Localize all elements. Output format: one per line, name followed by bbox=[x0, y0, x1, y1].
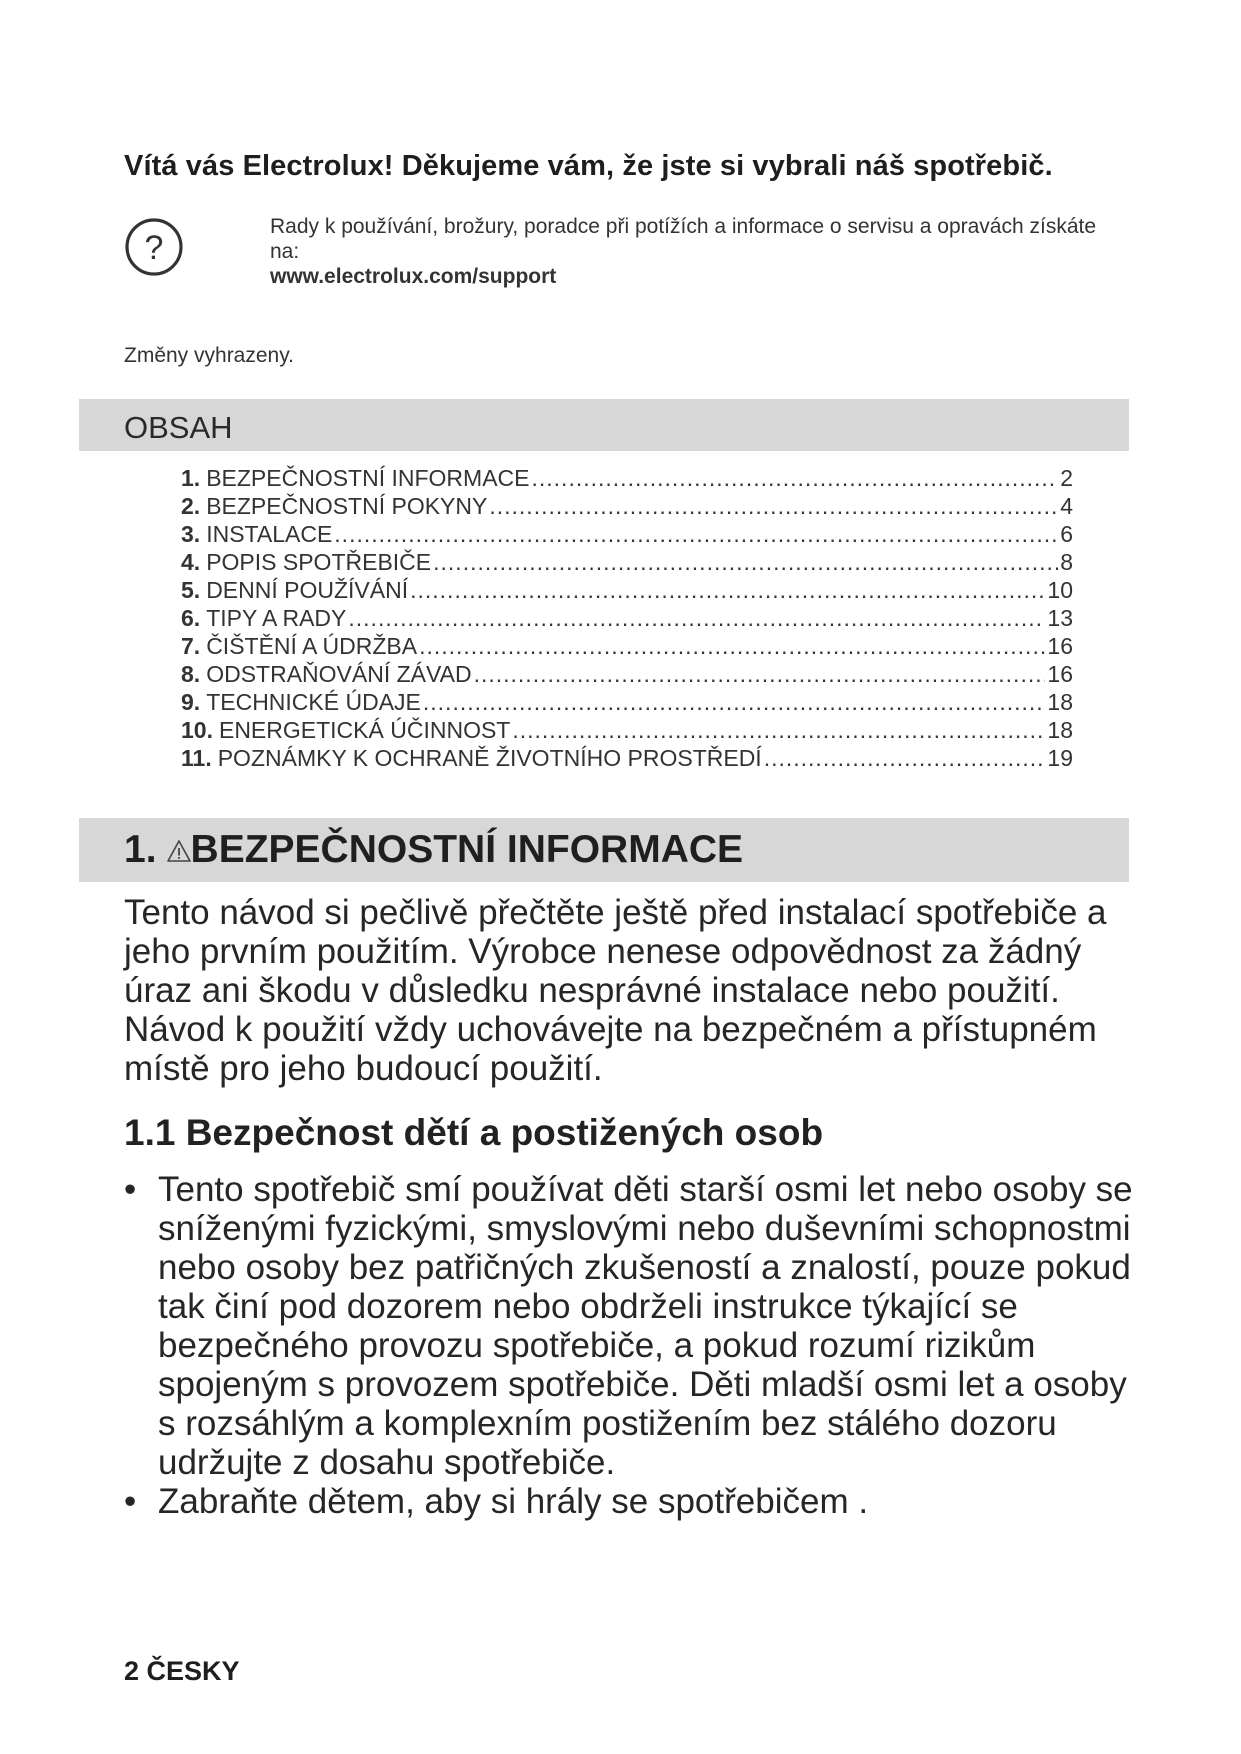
toc-item-page: 16 bbox=[1047, 633, 1073, 659]
toc-leader-dots bbox=[348, 604, 1045, 632]
list-item: • Zabraňte dětem, aby si hrály se spotřebičem . bbox=[124, 1482, 1134, 1521]
toc-item-number: 3. bbox=[181, 521, 201, 547]
toc-leader-dots bbox=[474, 660, 1046, 688]
toc-item-label: DENNÍ POUŽÍVÁNÍ bbox=[206, 577, 409, 603]
welcome-heading: Vítá vás Electrolux! Děkujeme vám, že jste si vybrali náš spotřebič. bbox=[124, 150, 1053, 182]
toc-item[interactable] bbox=[181, 604, 1073, 632]
toc-header-band bbox=[79, 399, 1129, 451]
toc-item[interactable] bbox=[181, 660, 1073, 688]
toc-item-number: 7. bbox=[181, 633, 201, 659]
toc-item[interactable] bbox=[181, 548, 1073, 576]
toc-item-page: 19 bbox=[1047, 745, 1073, 771]
toc-item-page: 2 bbox=[1060, 465, 1073, 491]
safety-bullet-list bbox=[124, 1170, 1134, 1521]
toc-item[interactable] bbox=[181, 576, 1073, 604]
toc-item-number: 10. bbox=[181, 717, 213, 743]
toc-item-page: 18 bbox=[1047, 689, 1073, 715]
toc-item[interactable] bbox=[181, 716, 1073, 744]
table-of-contents bbox=[181, 464, 1073, 772]
intro-paragraph: Tento návod si pečlivě přečtěte ještě před instalací spotřebiče a jeho prvním použitím. Výrobce nenese odpovědnost za žádný úraz ani škodu v důsledku nesprávné instalace nebo použití. Návod k použití vždy uchovávejte na bezpečném a přístupném místě pro jeho budoucí použití. bbox=[124, 893, 1107, 1088]
section-title-text: BEZPEČNOSTNÍ INFORMACE bbox=[190, 828, 744, 871]
toc-item-page: 18 bbox=[1047, 717, 1073, 743]
toc-item-page: 6 bbox=[1060, 521, 1073, 547]
warning-triangle-icon bbox=[167, 839, 191, 863]
toc-leader-dots bbox=[433, 548, 1058, 576]
support-description: Rady k používání, brožury, poradce při potížích a informace o servisu a opravách získáte na: bbox=[270, 215, 1097, 263]
support-info bbox=[270, 214, 1130, 289]
toc-item-number: 8. bbox=[181, 661, 201, 687]
toc-item[interactable] bbox=[181, 520, 1073, 548]
toc-item[interactable] bbox=[181, 632, 1073, 660]
toc-item-page: 16 bbox=[1047, 661, 1073, 687]
question-circle-icon bbox=[124, 217, 184, 277]
toc-leader-dots bbox=[423, 688, 1046, 716]
toc-item[interactable] bbox=[181, 688, 1073, 716]
toc-item-page: 13 bbox=[1047, 605, 1073, 631]
svg-text:?: ? bbox=[144, 229, 164, 267]
toc-item-label: BEZPEČNOSTNÍ INFORMACE bbox=[206, 465, 530, 491]
toc-leader-dots bbox=[419, 632, 1045, 660]
toc-leader-dots bbox=[489, 492, 1058, 520]
subsection-title: 1.1 Bezpečnost dětí a postižených osob bbox=[124, 1112, 824, 1153]
toc-item-label: INSTALACE bbox=[206, 521, 333, 547]
toc-item-number: 5. bbox=[181, 577, 201, 603]
section-title bbox=[124, 828, 743, 872]
toc-item-number: 11. bbox=[181, 745, 212, 771]
toc-item-number: 1. bbox=[181, 465, 201, 491]
page-footer: 2 ČESKY bbox=[124, 1656, 240, 1686]
toc-item[interactable] bbox=[181, 464, 1073, 492]
toc-item-label: POZNÁMKY K OCHRANĚ ŽIVOTNÍHO PROSTŘEDÍ bbox=[217, 745, 762, 771]
toc-item[interactable] bbox=[181, 492, 1073, 520]
toc-item-number: 2. bbox=[181, 493, 201, 519]
toc-item-label: ENERGETICKÁ ÚČINNOST bbox=[218, 717, 511, 743]
toc-item-label: ODSTRAŇOVÁNÍ ZÁVAD bbox=[206, 661, 472, 687]
toc-leader-dots bbox=[334, 520, 1058, 548]
toc-item-label: POPIS SPOTŘEBIČE bbox=[206, 549, 432, 575]
toc-title: OBSAH bbox=[124, 410, 233, 445]
changes-note: Změny vyhrazeny. bbox=[124, 344, 294, 367]
toc-item-number: 6. bbox=[181, 605, 201, 631]
toc-item-number: 9. bbox=[181, 689, 201, 715]
toc-leader-dots bbox=[512, 716, 1045, 744]
toc-item-label: ČIŠTĚNÍ A ÚDRŽBA bbox=[206, 633, 418, 659]
toc-leader-dots bbox=[532, 464, 1059, 492]
support-link[interactable]: www.electrolux.com/support bbox=[270, 265, 557, 288]
toc-item[interactable] bbox=[181, 744, 1073, 772]
toc-item-page: 4 bbox=[1060, 493, 1073, 519]
toc-item-label: BEZPEČNOSTNÍ POKYNY bbox=[206, 493, 488, 519]
toc-item-number: 4. bbox=[181, 549, 201, 575]
toc-leader-dots bbox=[410, 576, 1045, 604]
toc-item-label: TIPY A RADY bbox=[206, 605, 347, 631]
toc-item-label: TECHNICKÉ ÚDAJE bbox=[206, 689, 421, 715]
toc-item-page: 8 bbox=[1060, 549, 1073, 575]
toc-leader-dots bbox=[764, 744, 1046, 772]
section-number: 1. bbox=[124, 828, 157, 871]
list-item: • Tento spotřebič smí používat děti starší osmi let nebo osoby se sníženými fyzickými, smyslovými nebo duševními schopnostmi nebo osoby bez patřičných zkušeností a znalostí, pouze pokud tak činí pod dozorem nebo obdrželi instrukce týkající se bezpečného provozu spotřebiče, a pokud rozumí rizikům spojeným s provozem spotřebiče. Děti mladší osmi let a osoby s rozsáhlým a komplexním postižením bez stálého dozoru udržujte z dosahu spotřebiče. bbox=[124, 1170, 1134, 1482]
toc-item-page: 10 bbox=[1047, 577, 1073, 603]
